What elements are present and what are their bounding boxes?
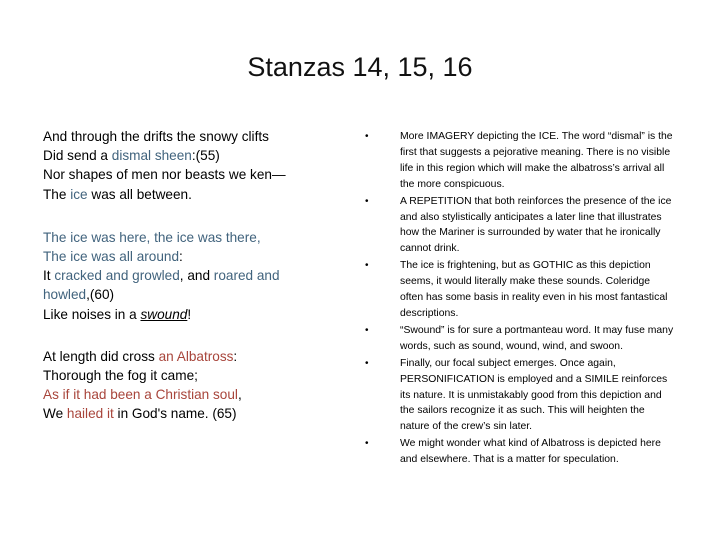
- line-text: We: [43, 406, 67, 422]
- line-text: Like noises in a: [43, 306, 141, 322]
- note-text: More IMAGERY depicting the ICE. The word “dismal” is the first that suggests a pejorative meaning. There is no visible life in this region which will make the albatross’s arrival all the more conspicuous.: [400, 131, 673, 190]
- poem-line: [43, 347, 333, 366]
- line-text: It: [43, 268, 55, 284]
- note-text: The ice is frightening, but as GOTHIC as this depiction seems, it would literally make these sounds. Coleridge often has some basis in reality even in his most fantastical descriptions.: [400, 260, 668, 319]
- note-text: We might wonder what kind of Albatross is depicted here and elsewhere. That is a matter for speculation.: [400, 438, 661, 466]
- highlight-swound: swound: [140, 306, 188, 322]
- bullet-icon: •: [365, 324, 369, 336]
- note-item: [365, 258, 675, 322]
- highlight-ice-all: The ice was all: [43, 249, 137, 265]
- poem-line: [43, 228, 333, 247]
- line-text: ,: [237, 387, 242, 403]
- bullet-icon: •: [365, 195, 369, 207]
- note-item: [365, 436, 675, 468]
- line-text: ,(60): [86, 287, 115, 303]
- line-text: :: [179, 249, 183, 265]
- bullet-icon: •: [365, 438, 369, 450]
- note-item: [365, 323, 675, 355]
- highlight-howled: howled: [43, 287, 87, 303]
- poem-line: [43, 366, 333, 385]
- note-item: [365, 194, 675, 258]
- line-text: And through the drifts the snowy clifts: [43, 129, 269, 144]
- poem-line: [43, 266, 333, 285]
- highlight-christian-soul: As if it had been a Christian soul: [43, 387, 238, 403]
- highlight-ice-repetition: The ice was here, the ice was there,: [43, 229, 261, 245]
- line-text: :(55): [191, 148, 220, 164]
- line-text: , and: [179, 268, 214, 284]
- highlight-albatross: an Albatross: [158, 348, 234, 364]
- line-text: At length did cross: [43, 348, 159, 364]
- note-item: [365, 356, 675, 436]
- line-text: :: [233, 348, 238, 364]
- poem-line: [43, 165, 333, 184]
- line-text: Did send a: [43, 148, 112, 164]
- highlight-roared: roared and: [213, 268, 280, 284]
- slide-title: Stanzas 14, 15, 16: [247, 52, 473, 82]
- poem-line: [43, 146, 333, 165]
- poem-line: [43, 404, 333, 423]
- bullet-icon: •: [365, 260, 369, 272]
- highlight-around: around: [136, 249, 180, 265]
- poem-line: [43, 385, 333, 404]
- line-text: The: [43, 186, 71, 202]
- poem-line: [43, 127, 333, 146]
- stanza-15: [43, 228, 333, 324]
- stanza-16: [43, 347, 333, 424]
- note-text: Finally, our focal subject emerges. Once again, PERSONIFICATION is employed and a SIMILE reinforces its nature. It is unmistakably good from this depiction and the sailors recognize it as such. This will heighten the nature of the crew’s sin later.: [400, 357, 668, 433]
- bullet-icon: •: [365, 357, 369, 369]
- line-text: in God's name. (65): [113, 406, 237, 422]
- highlight-dismal-sheen: dismal sheen: [111, 148, 192, 164]
- note-text: “Swound” is for sure a portmanteau word. It may fuse many words, such as sound, wound, wind, and swoon.: [400, 324, 674, 352]
- note-item: [365, 129, 675, 193]
- line-text: Nor shapes of men nor beasts we ken—: [43, 167, 286, 183]
- stanza-14: [43, 127, 333, 204]
- notes-list: [365, 129, 675, 469]
- poem-column: [43, 127, 333, 424]
- poem-line: [43, 185, 333, 204]
- note-text: A REPETITION that both reinforces the presence of the ice and also stylistically anticipates a later line that illustrates how the Mariner is surrounded by water that he ironically cannot drink.: [400, 195, 672, 255]
- poem-line: [43, 247, 333, 266]
- highlight-cracked-growled: cracked and growled: [54, 268, 180, 284]
- line-text: was all between.: [87, 186, 192, 202]
- highlight-ice: ice: [70, 186, 88, 202]
- line-text: !: [187, 306, 192, 322]
- bullet-icon: •: [365, 131, 369, 142]
- highlight-hailed-it: hailed it: [66, 406, 114, 422]
- poem-line: [43, 305, 333, 324]
- poem-line: [43, 285, 333, 304]
- line-text: Thorough the fog it came;: [43, 368, 198, 384]
